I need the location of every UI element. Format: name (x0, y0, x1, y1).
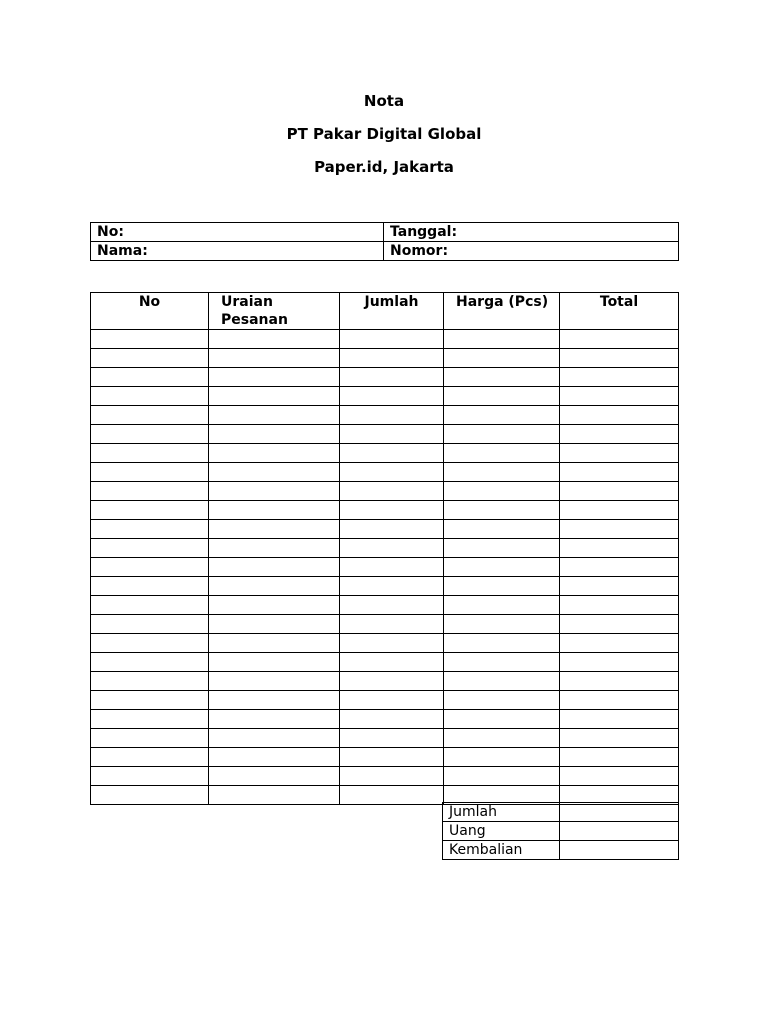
table-cell[interactable] (91, 539, 209, 558)
table-cell[interactable] (444, 406, 560, 425)
summary-table (442, 802, 679, 860)
table-cell[interactable] (209, 691, 340, 710)
table-cell[interactable] (340, 463, 444, 482)
column-header-jumlah: Jumlah (340, 293, 444, 330)
table-cell[interactable] (340, 387, 444, 406)
table-cell[interactable] (444, 539, 560, 558)
table-cell[interactable] (340, 349, 444, 368)
table-cell[interactable] (340, 634, 444, 653)
summary-row (443, 841, 679, 860)
table-cell[interactable] (444, 330, 560, 349)
table-cell[interactable] (444, 520, 560, 539)
table-cell[interactable] (340, 501, 444, 520)
table-cell[interactable] (560, 653, 679, 672)
table-cell[interactable] (560, 444, 679, 463)
table-cell[interactable] (91, 368, 209, 387)
table-cell[interactable] (340, 444, 444, 463)
table-cell[interactable] (560, 615, 679, 634)
column-header-no: No (91, 293, 209, 330)
table-cell[interactable] (340, 558, 444, 577)
table-cell[interactable] (560, 368, 679, 387)
table-cell[interactable] (209, 330, 340, 349)
table-cell[interactable] (340, 425, 444, 444)
table-cell[interactable] (91, 729, 209, 748)
table-row (91, 406, 679, 425)
table-row (91, 330, 679, 349)
column-header-uraian-pesanan: Uraian Pesanan (209, 293, 340, 330)
nama-field[interactable]: Nama: (91, 242, 384, 261)
table-row (91, 539, 679, 558)
table-row (91, 653, 679, 672)
table-cell[interactable] (560, 748, 679, 767)
table-cell[interactable] (560, 520, 679, 539)
table-cell[interactable] (209, 539, 340, 558)
summary-uang-value[interactable] (560, 822, 679, 841)
table-row (91, 729, 679, 748)
table-cell[interactable] (209, 558, 340, 577)
no-field[interactable]: No: (91, 223, 384, 242)
items-body (91, 330, 679, 805)
table-cell[interactable] (91, 387, 209, 406)
table-row (91, 425, 679, 444)
table-cell[interactable] (560, 482, 679, 501)
table-cell[interactable] (91, 330, 209, 349)
table-cell[interactable] (444, 558, 560, 577)
table-cell[interactable] (444, 482, 560, 501)
table-cell[interactable] (340, 653, 444, 672)
table-cell[interactable] (91, 482, 209, 501)
info-table (90, 222, 679, 261)
company-name: PT Pakar Digital Global (286, 125, 482, 143)
table-cell[interactable] (209, 425, 340, 444)
table-row (91, 748, 679, 767)
summary-jumlah-value[interactable] (560, 803, 679, 822)
table-cell[interactable] (209, 634, 340, 653)
table-cell[interactable] (560, 634, 679, 653)
table-cell[interactable] (444, 444, 560, 463)
nomor-field[interactable]: Nomor: (384, 242, 679, 261)
table-row (91, 672, 679, 691)
summary-jumlah-label: Jumlah (443, 803, 560, 822)
table-cell[interactable] (444, 691, 560, 710)
table-cell[interactable] (209, 368, 340, 387)
table-row (91, 368, 679, 387)
table-cell[interactable] (340, 691, 444, 710)
table-cell[interactable] (340, 615, 444, 634)
table-row (91, 387, 679, 406)
table-cell[interactable] (209, 729, 340, 748)
table-cell[interactable] (209, 748, 340, 767)
table-cell[interactable] (340, 748, 444, 767)
table-cell[interactable] (91, 577, 209, 596)
table-cell[interactable] (560, 558, 679, 577)
company-location: Paper.id, Jakarta (314, 158, 454, 176)
table-cell[interactable] (340, 577, 444, 596)
table-cell[interactable] (340, 539, 444, 558)
table-cell[interactable] (444, 596, 560, 615)
table-cell[interactable] (209, 653, 340, 672)
table-cell[interactable] (209, 520, 340, 539)
table-cell[interactable] (209, 444, 340, 463)
table-row (91, 558, 679, 577)
table-row (91, 691, 679, 710)
summary-kembalian-label: Kembalian (443, 841, 560, 860)
table-cell[interactable] (91, 444, 209, 463)
table-cell[interactable] (91, 786, 209, 805)
table-row (91, 444, 679, 463)
table-cell[interactable] (444, 748, 560, 767)
table-cell[interactable] (209, 672, 340, 691)
table-cell[interactable] (91, 710, 209, 729)
table-cell[interactable] (91, 425, 209, 444)
table-cell[interactable] (209, 501, 340, 520)
table-row (91, 596, 679, 615)
table-cell[interactable] (91, 558, 209, 577)
table-cell[interactable] (444, 615, 560, 634)
table-cell[interactable] (340, 482, 444, 501)
table-cell[interactable] (560, 596, 679, 615)
table-cell[interactable] (91, 501, 209, 520)
table-cell[interactable] (209, 786, 340, 805)
table-cell[interactable] (91, 767, 209, 786)
table-cell[interactable] (91, 672, 209, 691)
table-cell[interactable] (444, 501, 560, 520)
table-row (91, 634, 679, 653)
table-cell[interactable] (91, 691, 209, 710)
table-cell[interactable] (560, 672, 679, 691)
table-cell[interactable] (560, 729, 679, 748)
table-row (91, 710, 679, 729)
table-cell[interactable] (560, 463, 679, 482)
table-cell[interactable] (209, 387, 340, 406)
table-cell[interactable] (91, 615, 209, 634)
table-cell[interactable] (209, 577, 340, 596)
table-cell[interactable] (560, 387, 679, 406)
table-cell[interactable] (444, 653, 560, 672)
table-row (91, 501, 679, 520)
table-cell[interactable] (444, 463, 560, 482)
items-header-row (91, 293, 679, 330)
table-cell[interactable] (560, 349, 679, 368)
table-cell[interactable] (340, 406, 444, 425)
table-cell[interactable] (91, 748, 209, 767)
summary-row (443, 822, 679, 841)
table-cell[interactable] (209, 406, 340, 425)
table-cell[interactable] (340, 520, 444, 539)
table-cell[interactable] (340, 767, 444, 786)
table-cell[interactable] (209, 615, 340, 634)
summary-uang-label: Uang (443, 822, 560, 841)
table-cell[interactable] (209, 482, 340, 501)
table-cell[interactable] (340, 672, 444, 691)
table-cell[interactable] (560, 710, 679, 729)
summary-row (443, 803, 679, 822)
table-cell[interactable] (340, 729, 444, 748)
table-cell[interactable] (340, 368, 444, 387)
items-table (90, 292, 679, 805)
table-cell[interactable] (340, 786, 444, 805)
table-cell[interactable] (91, 634, 209, 653)
table-cell[interactable] (560, 501, 679, 520)
table-cell[interactable] (560, 330, 679, 349)
table-cell[interactable] (209, 767, 340, 786)
table-row (91, 520, 679, 539)
table-cell[interactable] (91, 463, 209, 482)
summary-kembalian-value[interactable] (560, 841, 679, 860)
table-cell[interactable] (444, 672, 560, 691)
table-cell[interactable] (560, 425, 679, 444)
table-cell[interactable] (91, 653, 209, 672)
table-cell[interactable] (91, 349, 209, 368)
table-cell[interactable] (91, 596, 209, 615)
table-cell[interactable] (560, 577, 679, 596)
table-cell[interactable] (209, 463, 340, 482)
table-cell[interactable] (444, 729, 560, 748)
table-cell[interactable] (209, 710, 340, 729)
column-header-total: Total (560, 293, 679, 330)
table-cell[interactable] (340, 596, 444, 615)
table-row (91, 463, 679, 482)
table-cell[interactable] (560, 406, 679, 425)
table-cell[interactable] (340, 710, 444, 729)
table-cell[interactable] (91, 520, 209, 539)
table-row (91, 615, 679, 634)
table-cell[interactable] (209, 596, 340, 615)
column-header-harga: Harga (Pcs) (444, 293, 560, 330)
table-cell[interactable] (560, 767, 679, 786)
table-cell[interactable] (444, 425, 560, 444)
table-cell[interactable] (444, 387, 560, 406)
table-row (91, 767, 679, 786)
table-cell[interactable] (444, 368, 560, 387)
table-cell[interactable] (91, 406, 209, 425)
tanggal-field[interactable]: Tanggal: (384, 223, 679, 242)
document-title: Nota (363, 92, 405, 110)
table-cell[interactable] (444, 710, 560, 729)
table-cell[interactable] (560, 691, 679, 710)
table-cell[interactable] (209, 349, 340, 368)
table-cell[interactable] (444, 634, 560, 653)
table-cell[interactable] (340, 330, 444, 349)
table-cell[interactable] (444, 349, 560, 368)
info-row (91, 242, 679, 261)
table-cell[interactable] (560, 539, 679, 558)
table-cell[interactable] (444, 767, 560, 786)
table-row (91, 349, 679, 368)
table-row (91, 482, 679, 501)
table-row (91, 577, 679, 596)
table-cell[interactable] (444, 577, 560, 596)
info-row (91, 223, 679, 242)
